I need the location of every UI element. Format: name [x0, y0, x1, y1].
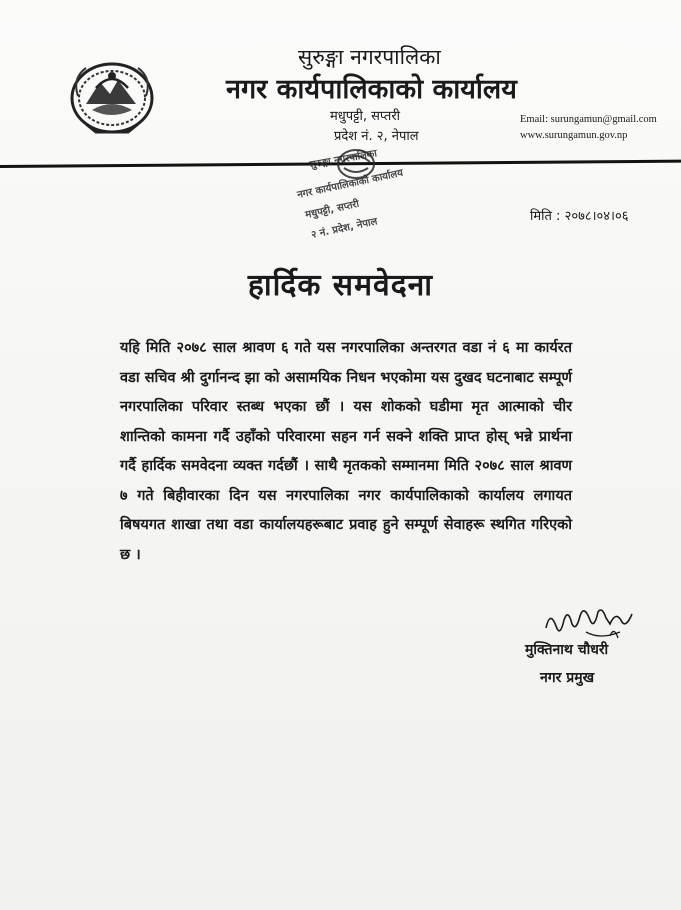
municipality-name: सुरुङ्गा नगरपालिका: [298, 45, 441, 69]
contact-block: [520, 112, 657, 144]
notice-body: यहि मिति २०७८ साल श्रावण ६ गते यस नगरपालिका अन्तरगत वडा नं ६ मा कार्यरत वडा सचिव श्री दुर्गानन्द झा को असामयिक निधन भएकोमा यस दुखद घटनाबाट सम्पूर्ण नगरपालिका परिवार स्तब्ध भएका छौं । यस शोकको घडीमा मृत आत्माको चीर शान्तिको कामना गर्दै उहाँको परिवारमा सहन गर्न सक्ने शक्ति प्राप्त होस् भन्ने प्रार्थना गर्दै हार्दिक समवेदना व्यक्त गर्दछौं । साथै मृतकको सम्मानमा मिति २०७८ साल श्रावण ७ गते बिहीवारका दिन यस नगरपालिका नगर कार्यपालिकाको कार्यालय लगायत बिषयगत शाखा तथा वडा कार्यालयहरूबाट प्रवाह हुने सम्पूर्ण सेवाहरू स्थगित गरिएको छ ।: [120, 340, 572, 563]
address-line-1: मधुपट्टी, सप्तरी: [330, 109, 401, 124]
office-stamp: [278, 140, 428, 250]
signer-title: नगर प्रमुख: [540, 670, 595, 686]
stamp-text-place: मधुपट्टी, सप्तरी: [304, 198, 361, 221]
signer-name: मुक्तिनाथ चौधरी: [525, 642, 609, 658]
stamp-text-outer: सुरुङ्गा नगरपालिका: [308, 148, 378, 171]
email-text: Email: surungamun@gmail.com: [520, 114, 657, 125]
handwritten-signature: [540, 598, 640, 644]
municipality-emblem-logo: [66, 58, 158, 138]
address-line-2: प्रदेश नं. २, नेपाल: [334, 129, 419, 144]
stamp-text-inner: नगर कार्यपालिकाको कार्यालय: [296, 167, 405, 201]
website-text: www.surungamun.gov.np: [520, 130, 628, 141]
letter-date: मिति : २०७८।०४।०६: [530, 209, 629, 224]
stamp-text-province: २ नं. प्रदेश, नेपाल: [310, 216, 379, 241]
office-title: नगर कार्यपालिकाको कार्यालय: [226, 74, 517, 105]
notice-heading: हार्दिक समवेदना: [247, 268, 434, 303]
